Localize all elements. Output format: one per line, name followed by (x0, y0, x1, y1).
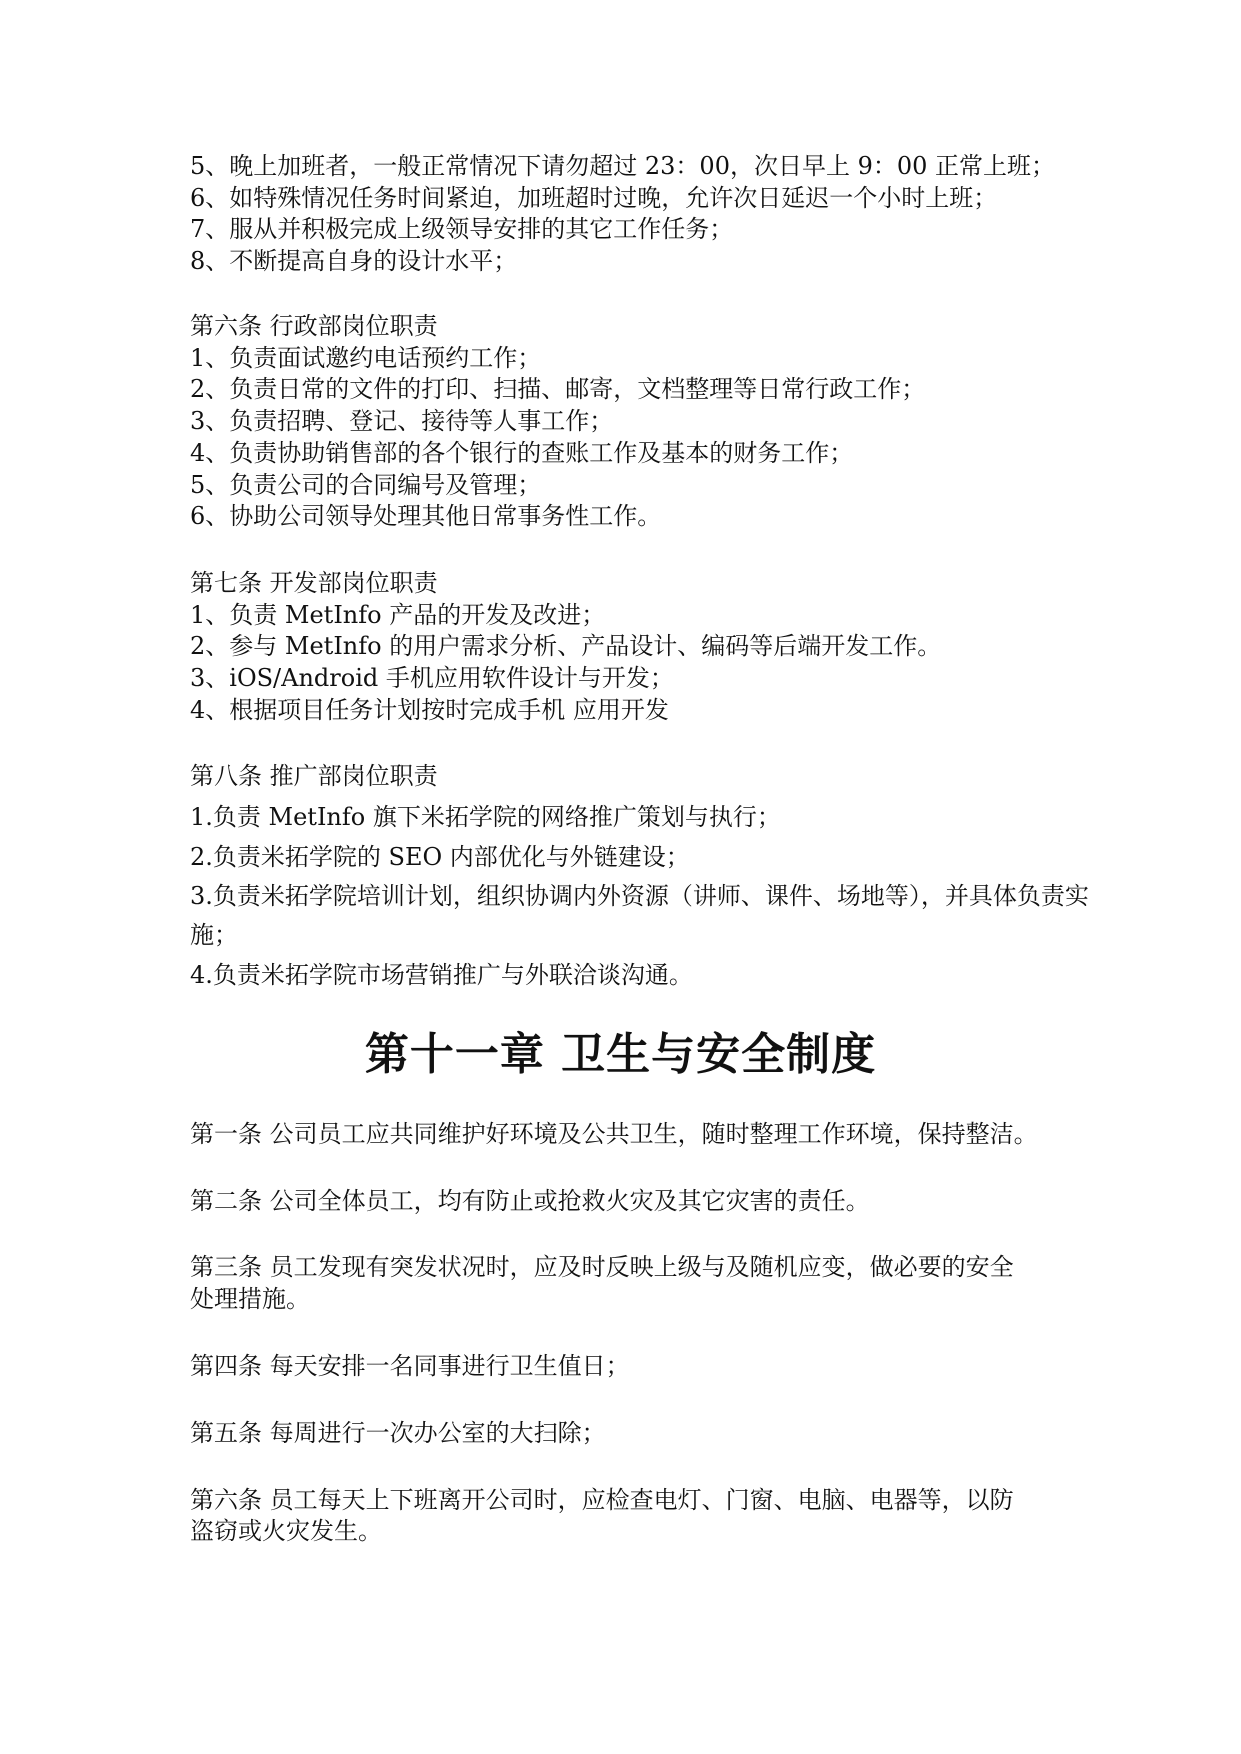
chapter-title: 第十一章 卫生与安全制度 (364, 1029, 877, 1080)
list-item: 2、负责日常的文件的打印、扫描、邮寄，文档整理等日常行政工作； (190, 375, 926, 403)
article-paragraph: 第三条 员工发现有突发状况时，应及时反映上级与及随机应变，做必要的安全 (190, 1253, 1014, 1281)
article-paragraph: 处理措施。 (190, 1285, 310, 1313)
article-paragraph: 第一条 公司员工应共同维护好环境及公共卫生，随时整理工作环境，保持整洁。 (190, 1120, 1038, 1148)
list-item: 8、不断提高自身的设计水平； (190, 247, 518, 275)
list-item: 7、服从并积极完成上级领导安排的其它工作任务； (190, 215, 734, 243)
list-item: 5、负责公司的合同编号及管理； (190, 471, 542, 499)
list-item: 6、协助公司领导处理其他日常事务性工作。 (190, 502, 662, 530)
list-item: 4、负责协助销售部的各个银行的查账工作及基本的财务工作； (190, 439, 854, 467)
article-paragraph: 盗窃或火灾发生。 (190, 1517, 382, 1545)
article-paragraph: 第六条 员工每天上下班离开公司时，应检查电灯、门窗、电脑、电器等，以防 (190, 1486, 1014, 1514)
list-item: 1、负责 MetInfo 产品的开发及改进； (190, 601, 606, 629)
article-paragraph: 第四条 每天安排一名同事进行卫生值日； (190, 1352, 630, 1380)
list-item: 4、根据项目任务计划按时完成手机 应用开发 (190, 696, 669, 724)
list-item: 3、负责招聘、登记、接待等人事工作； (190, 407, 614, 435)
list-item: 1.负责 MetInfo 旗下米拓学院的网络推广策划与执行； (190, 803, 781, 831)
list-item: 3、iOS/Android 手机应用软件设计与开发； (190, 664, 674, 692)
list-item: 2、参与 MetInfo 的用户需求分析、产品设计、编码等后端开发工作。 (190, 632, 942, 660)
list-item: 1、负责面试邀约电话预约工作； (190, 344, 542, 372)
list-item: 施； (190, 921, 238, 949)
article-heading: 第六条 行政部岗位职责 (190, 312, 438, 340)
list-item: 5、晚上加班者，一般正常情况下请勿超过 23：00，次日早上 9：00 正常上班； (190, 152, 1056, 180)
article-paragraph: 第二条 公司全体员工，均有防止或抢救火灾及其它灾害的责任。 (190, 1187, 870, 1215)
list-item: 6、如特殊情况任务时间紧迫，加班超时过晚，允许次日延迟一个小时上班； (190, 184, 998, 212)
article-heading: 第七条 开发部岗位职责 (190, 569, 438, 597)
list-item: 2.负责米拓学院的 SEO 内部优化与外链建设； (190, 843, 690, 871)
list-item: 3.负责米拓学院培训计划，组织协调内外资源（讲师、课件、场地等），并具体负责实 (190, 882, 1089, 910)
list-item: 4.负责米拓学院市场营销推广与外联洽谈沟通。 (190, 961, 693, 989)
article-heading: 第八条 推广部岗位职责 (190, 762, 438, 790)
article-paragraph: 第五条 每周进行一次办公室的大扫除； (190, 1419, 606, 1447)
